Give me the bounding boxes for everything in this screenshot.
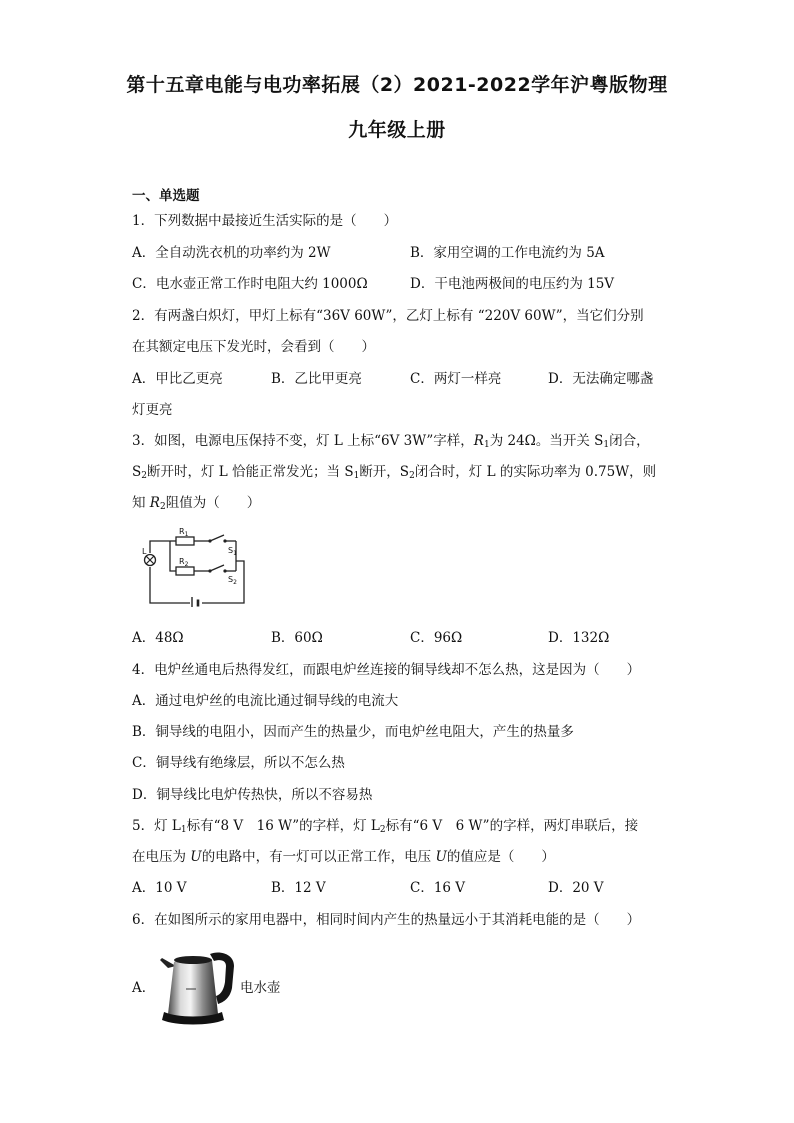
q4-option-d: D．铜导线比电炉传热快，所以不容易热 bbox=[132, 787, 373, 803]
electric-kettle-image bbox=[158, 948, 240, 1026]
q4-option-b: B．铜导线的电阻小，因而产生的热量少，而电炉丝电阻大，产生的热量多 bbox=[132, 724, 574, 740]
q2-option-c: C．两灯一样亮 bbox=[410, 371, 502, 387]
label-s1: $S_1$ bbox=[228, 546, 237, 557]
q2-stem-line-1: 2．有两盏白炽灯，甲灯上标有“36V 60W”，乙灯上标有 “220V 60W”，当它们分别 bbox=[132, 308, 644, 324]
q5-option-b: B．12 V bbox=[271, 880, 326, 896]
q1-option-d: D．干电池两极间的电压约为 15V bbox=[410, 276, 615, 292]
q4-stem: 4．电炉丝通电后热得发红，而跟电炉丝连接的铜导线却不怎么热，这是因为（ ） bbox=[132, 662, 641, 678]
q2-option-b: B．乙比甲更亮 bbox=[271, 371, 362, 387]
q5-option-c: C．16 V bbox=[410, 880, 466, 896]
q6-option-a-label: A． bbox=[132, 980, 156, 996]
document-title-line-2: 九年级上册 bbox=[348, 119, 446, 141]
q2-option-d-continued: 灯更亮 bbox=[132, 402, 173, 418]
resistor-r2 bbox=[176, 567, 194, 575]
circuit-diagram bbox=[132, 525, 252, 607]
label-s2: $S_2$ bbox=[228, 575, 237, 586]
q3-option-d: D．132Ω bbox=[548, 630, 610, 646]
q1-option-b: B．家用空调的工作电流约为 5A bbox=[410, 245, 605, 261]
q5-stem-line-1: 5．灯 $L_1$标有“8 V 16 W”的字样，灯 $L_2$标有“6 V 6 W”的字样，两灯串联后，接 bbox=[132, 818, 639, 835]
q5-option-a: A．10 V bbox=[132, 880, 187, 896]
q3-stem-line-2: $S_2$断开时，灯 L 恰能正常发光；当 $S_1$断开，$S_2$闭合时，灯 L 的实际功率为 0.75W，则 bbox=[132, 464, 657, 481]
battery-symbol bbox=[192, 597, 198, 607]
q3-stem-line-3: 知 $R_2$阻值为（ ） bbox=[132, 495, 261, 512]
section-heading: 一、单选题 bbox=[132, 188, 200, 204]
label-lamp-l: L bbox=[142, 547, 147, 556]
q1-option-a: A．全自动洗衣机的功率约为 2W bbox=[132, 245, 331, 261]
document-title-line-1: 第十五章电能与电功率拓展（2）2021-2022学年沪粤版物理 bbox=[126, 74, 668, 96]
q1-stem: 1．下列数据中最接近生活实际的是（ ） bbox=[132, 213, 398, 229]
q4-option-a: A．通过电炉丝的电流比通过铜导线的电流大 bbox=[132, 693, 399, 709]
resistor-r1 bbox=[176, 537, 194, 545]
q3-stem-line-1: 3．如图，电源电压保持不变，灯 L 上标“6V 3W”字样，$R_1$为 24Ω。当开关 $S_1$闭合， bbox=[132, 433, 650, 450]
q3-option-c: C．96Ω bbox=[410, 630, 463, 646]
q6-stem: 6．在如图所示的家用电器中，相同时间内产生的热量远小于其消耗电能的是（ ） bbox=[132, 912, 641, 928]
q2-option-a: A．甲比乙更亮 bbox=[132, 371, 223, 387]
q4-option-c: C．铜导线有绝缘层，所以不怎么热 bbox=[132, 755, 345, 771]
lamp-symbol bbox=[145, 555, 156, 566]
q1-option-c: C．电水壶正常工作时电阻大约 1000Ω bbox=[132, 276, 368, 292]
label-r1: $R_1$ bbox=[179, 527, 189, 538]
q3-option-b: B．60Ω bbox=[271, 630, 323, 646]
label-r2: $R_2$ bbox=[179, 557, 189, 568]
q2-stem-line-2: 在其额定电压下发光时，会看到（ ） bbox=[132, 339, 375, 355]
q3-option-a: A．48Ω bbox=[132, 630, 184, 646]
q6-option-a-text: 电水壶 bbox=[240, 980, 281, 996]
q2-option-d: D．无法确定哪盏 bbox=[548, 371, 654, 387]
q5-stem-line-2: 在电压为 U的电路中，有一灯可以正常工作，电压 U的值应是（ ） bbox=[132, 849, 555, 865]
q5-option-d: D．20 V bbox=[548, 880, 604, 896]
